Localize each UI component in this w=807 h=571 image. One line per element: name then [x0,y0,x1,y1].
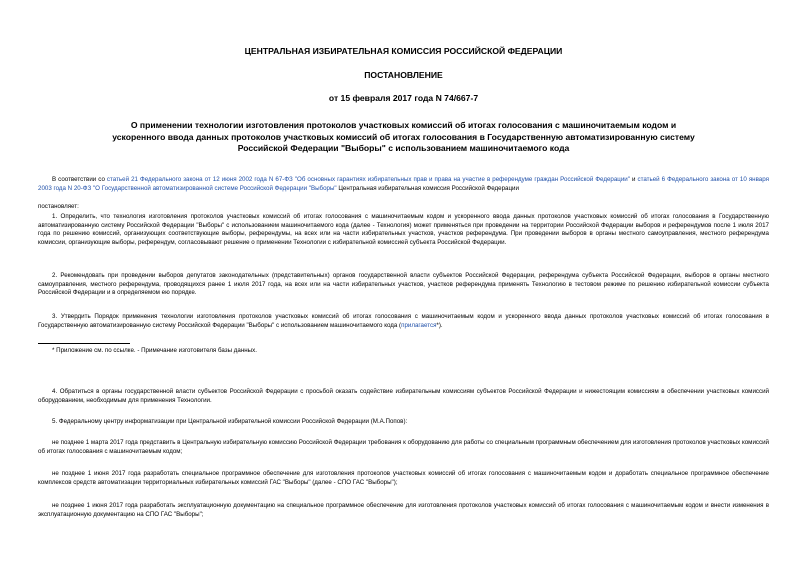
preamble-text: В соответствии со [52,176,107,183]
commission-name: ЦЕНТРАЛЬНАЯ ИЗБИРАТЕЛЬНАЯ КОМИССИЯ РОССИЙСКОЙ ФЕДЕРАЦИИ [244,46,563,56]
paragraph-4: 4. Обратиться в органы государственной власти субъектов Российской Федерации с просьбой оказать содействие избирательным комиссиям субъектов Российской Федерации и нижестоящим комиссиям в обеспечении участковых комиссий оборудованием, необходимым для применения Технологии. [38,388,769,404]
paragraph-3-end: *). [436,321,443,329]
preamble-text: Центральная избирательная комиссия Российской Федерации [336,184,519,192]
paragraph-5a: не позднее 1 марта 2017 года представить в Центральную избирательную комиссию Российской Федерации требования к оборудованию для работы со специальным программным обеспечением для изготовления протоколов участковых комиссий об итогах голосования с машиночитаемым кодом; [38,439,769,455]
law-20-link[interactable]: статьей 6 Федерального закона от 10 января 2003 года N 20-ФЗ "О Государственной автоматизированной системе Российской Федерации "Выборы" [38,176,769,192]
preamble-text: и [629,176,638,183]
appendix-link[interactable]: прилагается [401,321,437,329]
paragraph-1: 1. Определить, что технология изготовления протоколов участковых комиссий об итогах голосования с машиночитаемым кодом и ускоренного ввода данных протоколов участковых комиссий об итогах голосования в Государственную автоматизированную систему Российской Федерации "Выборы" с использованием машиночитаемого кода (далее - Технология) может применяться при проведении на территории Российской Федерации выборов и референдумов после 1 июля 2017 года по решению комиссий, организующих соответствующие выборы, референдумы, на всех или на части избирательных участков, участков референдума. При проведении выборов в органы местного самоуправления, местного референдума комиссии, организующие выборы, референдум, согласовывают решение о применении Технологии с избирательной комиссией субъекта Российской Федерации. [38,213,769,247]
paragraph-5c: не позднее 1 июня 2017 года разработать эксплуатационную документацию на специальное программное обеспечение для изготовления протоколов участковых комиссий об итогах голосования с машиночитаемым кодом и внести изменения в эксплуатационную документацию на СПО ГАС "Выборы"; [38,502,769,518]
footnote: * Приложение см. по ссылке. - Примечание изготовителя базы данных. [52,347,257,354]
paragraph-5: 5. Федеральному центру информатизации при Центральной избирательной комиссии Российской Федерации (М.А.Попов): [52,418,408,425]
footnote-divider [38,343,130,344]
document-type: ПОСТАНОВЛЕНИЕ [364,70,443,80]
preamble [38,176,769,193]
resolves-line: постановляет: [38,203,79,210]
paragraph-2: 2. Рекомендовать при проведении выборов депутатов законодательных (представительных) органов государственной власти субъектов Российской Федерации, референдума субъекта Российской Федерации, выборов в органы местного самоуправления, местного референдума, проводящихся ранее 1 июля 2017 года, на всех или на части избирательных участков, участков референдума применять Технологию в тестовом режиме по решению избирательной комиссии субъекта Российской Федерации и в определяемом ею порядке. [38,272,769,297]
paragraph-3-text: 3. Утвердить Порядок применения технологии изготовления протоколов участковых комиссий об итогах голосования с машиночитаемым кодом и ускоренного ввода данных протоколов участковых комиссий об итогах голосования в Государственную автоматизированную систему Российской Федерации "Выборы" с использованием машиночитаемого кода ( [38,313,769,329]
document-title: О применении технологии изготовления протоколов участковых комиссий об итогах голосования с машиночитаемым кодом и ускоренного ввода данных протоколов участковых комиссий об итогах голосования в Государственную автоматизированную систему Российской Федерации "Выборы" с использованием машиночитаемого кода [112,120,695,153]
paragraph-5b: не позднее 1 июня 2017 года разработать специальное программное обеспечение для изготовления протоколов участковых комиссий об итогах голосования с машиночитаемым кодом и доработать специальное программное обеспечение комплексов средств автоматизации территориальных избирательных комиссий ГАС "Выборы" (далее - СПО ГАС "Выборы"); [38,470,769,486]
paragraph-3 [38,313,769,330]
law-67-link[interactable]: статьей 21 Федерального закона от 12 июня 2002 года N 67-ФЗ "Об основных гарантиях избирательных прав и права на участие в референдуме граждан Российской Федерации" [106,176,630,183]
document-date-number: от 15 февраля 2017 года N 74/667-7 [328,93,479,103]
